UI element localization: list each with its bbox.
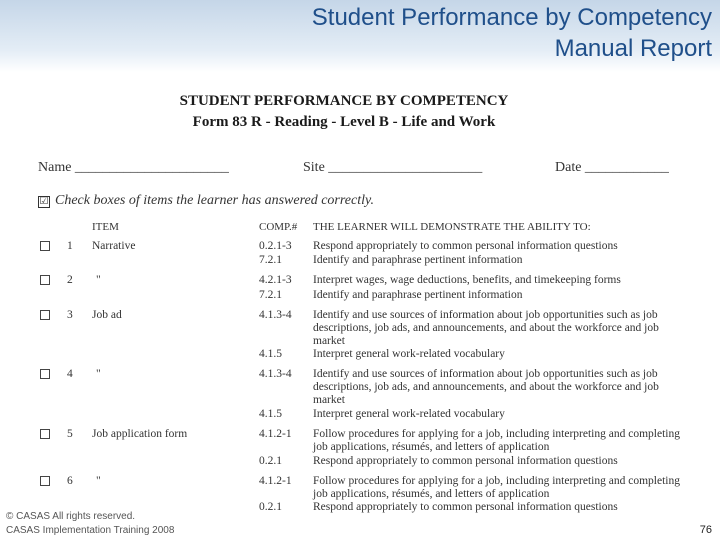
date-field: Date ____________	[555, 160, 669, 175]
competency-code: 4.1.2-1	[259, 475, 292, 487]
competency-code: 0.2.1-3	[259, 240, 292, 252]
item-checkbox[interactable]	[40, 241, 50, 251]
item-name: Narrative	[92, 240, 136, 252]
item-number: 6	[67, 475, 73, 487]
item-checkbox[interactable]	[40, 310, 50, 320]
competency-code: 4.2.1-3	[259, 274, 292, 286]
slide-title	[312, 2, 712, 64]
competency-statement: Respond appropriately to common personal information questions	[313, 240, 618, 252]
name-field: Name ______________________	[38, 160, 229, 175]
competency-statement: Identify and paraphrase pertinent information	[313, 289, 523, 301]
competency-code: 4.1.3-4	[259, 368, 292, 380]
site-field: Site ______________________	[303, 160, 483, 175]
competency-code: 4.1.3-4	[259, 309, 292, 321]
slide-title-line-2: Manual Report	[554, 35, 712, 62]
item-name: Job application form	[92, 428, 188, 440]
competency-statement: Interpret wages, wage deductions, benefits, and timekeeping forms	[313, 274, 621, 286]
item-number: 3	[67, 309, 73, 321]
item-name: "	[96, 274, 101, 286]
item-number: 2	[67, 274, 73, 286]
slide-title-line-1: Student Performance by Competency	[311, 4, 712, 31]
copyright-text: © CASAS All rights reserved.	[6, 511, 136, 522]
checked-box-icon: ☑	[39, 196, 49, 207]
column-header-ability: THE LEARNER WILL DEMONSTRATE THE ABILITY TO:	[313, 221, 591, 233]
item-number: 5	[67, 428, 73, 440]
training-text: CASAS Implementation Training 2008	[6, 525, 175, 536]
slide-footer	[6, 510, 174, 538]
item-checkbox[interactable]	[40, 369, 50, 379]
item-number: 4	[67, 368, 73, 380]
item-checkbox[interactable]	[40, 275, 50, 285]
competency-statement: Follow procedures for applying for a job, including interpreting and completing job applications, résumés, and letters of application	[313, 475, 680, 500]
competency-statement: Follow procedures for applying for a job, including interpreting and completing job applications, résumés, and letters of application	[313, 428, 680, 453]
item-checkbox[interactable]	[40, 476, 50, 486]
competency-code: 7.2.1	[259, 289, 282, 301]
competency-statement: Identify and use sources of information about job opportunities such as job descriptions, job ads, and announcements, and about the workforce and job market	[313, 309, 659, 347]
document-title: STUDENT PERFORMANCE BY COMPETENCY	[179, 93, 509, 109]
item-checkbox[interactable]	[40, 429, 50, 439]
competency-statement: Respond appropriately to common personal information questions	[313, 455, 618, 467]
competency-statement: Interpret general work-related vocabulary	[313, 348, 505, 360]
document-subtitle: Form 83 R - Reading - Level B - Life and Work	[192, 114, 496, 130]
column-header-comp: COMP.#	[259, 221, 298, 233]
item-name: Job ad	[92, 309, 122, 321]
competency-code: 4.1.5	[259, 348, 282, 360]
check-instruction	[38, 193, 374, 209]
item-number: 1	[67, 240, 73, 252]
competency-statement: Interpret general work-related vocabulary	[313, 408, 505, 420]
item-name: "	[96, 475, 101, 487]
competency-code: 7.2.1	[259, 254, 282, 266]
check-instruction-text: Check boxes of items the learner has answered correctly.	[55, 193, 374, 208]
competency-code: 4.1.2-1	[259, 428, 292, 440]
competency-statement: Identify and paraphrase pertinent information	[313, 254, 523, 266]
competency-code: 0.2.1	[259, 455, 282, 467]
competency-code: 0.2.1	[259, 501, 282, 513]
item-name: "	[96, 368, 101, 380]
competency-code: 4.1.5	[259, 408, 282, 420]
page-number: 76	[699, 524, 712, 536]
competency-statement: Identify and use sources of information about job opportunities such as job descriptions, job ads, and announcements, and about the workforce and job market	[313, 368, 659, 406]
competency-statement: Respond appropriately to common personal information questions	[313, 501, 618, 513]
column-header-item: ITEM	[92, 221, 119, 233]
